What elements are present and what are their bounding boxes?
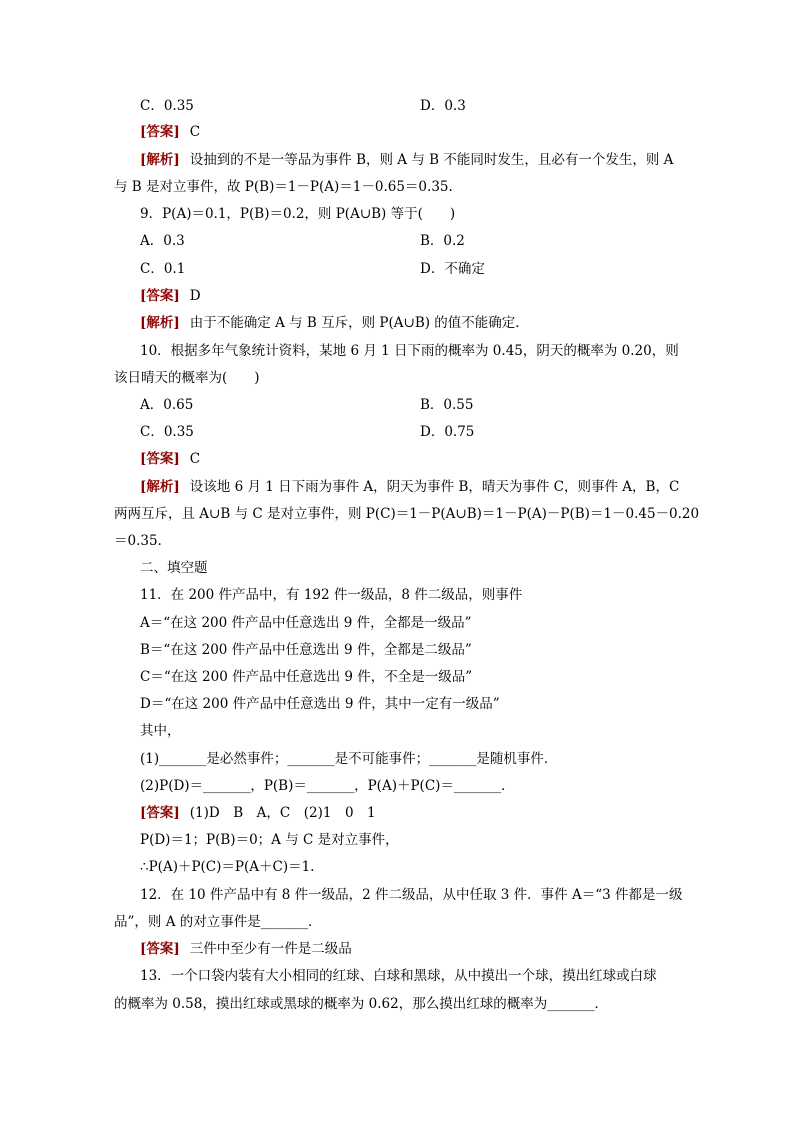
q10-option-c: C．0.35 [140,424,194,440]
q10-option-a: A．0.65 [140,397,194,413]
q9-option-d: D．不确定 [420,261,485,277]
q9-answer-line [140,286,740,306]
q10-analysis-text-1: 设该地 6 月 1 日下雨为事件 A，阴天为事件 B，晴天为事件 C，则事件 A，B，C [189,479,680,495]
analysis-tag: [解析] [140,479,180,495]
q11-note-1: P(D)＝1；P(B)＝0；A 与 C 是对立事件， [140,832,399,848]
analysis-tag: [解析] [140,152,180,168]
q8-answer-line [140,122,740,142]
q10-stem-line-2: 该日晴天的概率为( ) [114,370,260,386]
answer-tag: [答案] [140,124,180,140]
q8-option-c: C．0.35 [140,98,194,114]
q9-stem: 9．P(A)＝0.1，P(B)＝0.2，则 P(A∪B) 等于( ) [140,206,456,222]
answer-tag: [答案] [140,941,180,957]
analysis-tag: [解析] [140,315,180,331]
q9-analysis-line [140,313,740,333]
q9-option-b: B．0.2 [420,233,465,249]
q10-option-d: D．0.75 [420,424,475,440]
q11-sub-question-1: (1)_______是必然事件；_______是不可能事件；_______是随机事件． [140,751,558,767]
q12-stem-line-2: 品”，则 A 的对立事件是_______． [114,914,322,930]
q11-event-a: A＝“在这 200 件产品中任意选出 9 件，全都是一级品” [140,615,472,631]
answer-tag: [答案] [140,288,180,304]
q10-analysis-line-3: ＝0.35. [114,533,162,549]
q11-answer: (1)D B A，C (2)1 0 1 [189,805,376,821]
answer-tag: [答案] [140,805,180,821]
answer-tag: [答案] [140,451,180,467]
q10-analysis-line-2: 两两互斥，且 A∪B 与 C 是对立事件，则 P(C)＝1－P(A∪B)＝1－P(A)－P(B)＝1－0.45－0.20 [114,506,700,522]
q11-event-c: C＝“在这 200 件产品中任意选出 9 件，不全是一级品” [140,669,473,685]
q9-analysis-text: 由于不能确定 A 与 B 互斥，则 P(A∪B) 的值不能确定． [189,315,529,331]
q11-event-d: D＝“在这 200 件产品中任意选出 9 件，其中一定有一级品” [140,696,500,712]
q9-option-c: C．0.1 [140,261,186,277]
q10-analysis-line-1 [140,477,740,497]
q9-option-a: A．0.3 [140,233,185,249]
q12-stem-line-1: 12．在 10 件产品中有 8 件一级品，2 件二级品，从中任取 3 件．事件 A＝“3 件都是一级 [140,887,683,903]
q11-stem: 11．在 200 件产品中，有 192 件一级品，8 件二级品，则事件 [140,587,523,603]
q8-analysis-line-2: 与 B 是对立事件，故 P(B)＝1－P(A)＝1－0.65＝0.35. [114,179,453,195]
q11-event-b: B＝“在这 200 件产品中任意选出 9 件，全都是二级品” [140,642,472,658]
q10-stem-line-1: 10．根据多年气象统计资料，某地 6 月 1 日下雨的概率为 0.45，阴天的概率为 0.20，则 [140,343,679,359]
q11-among: 其中， [140,723,181,739]
q10-answer-line [140,449,740,469]
q11-answer-line [140,803,740,823]
q9-answer: D [189,288,201,304]
section-heading: 二、填空题 [140,560,208,576]
q11-note-2: ∴P(A)＋P(C)＝P(A＋C)＝1. [140,859,315,875]
q8-option-d: D．0.3 [420,98,466,114]
q8-answer: C [189,124,201,140]
q11-sub-question-2: (2)P(D)＝_______，P(B)＝_______，P(A)＋P(C)＝_______． [140,778,515,794]
q10-option-b: B．0.55 [420,397,474,413]
q8-analysis-line-1 [140,150,740,170]
q12-answer-line [140,939,740,959]
q10-answer: C [189,451,201,467]
q8-analysis-text-1: 设抽到的不是一等品为事件 B，则 A 与 B 不能同时发生，且必有一个发生，则 A [189,152,674,168]
q13-stem-line-2: 的概率为 0.58，摸出红球或黑球的概率为 0.62，那么摸出红球的概率为_______． [114,996,608,1012]
q13-stem-line-1: 13．一个口袋内装有大小相同的红球、白球和黑球，从中摸出一个球，摸出红球或白球 [140,968,657,984]
q12-answer: 三件中至少有一件是二级品 [189,941,352,957]
